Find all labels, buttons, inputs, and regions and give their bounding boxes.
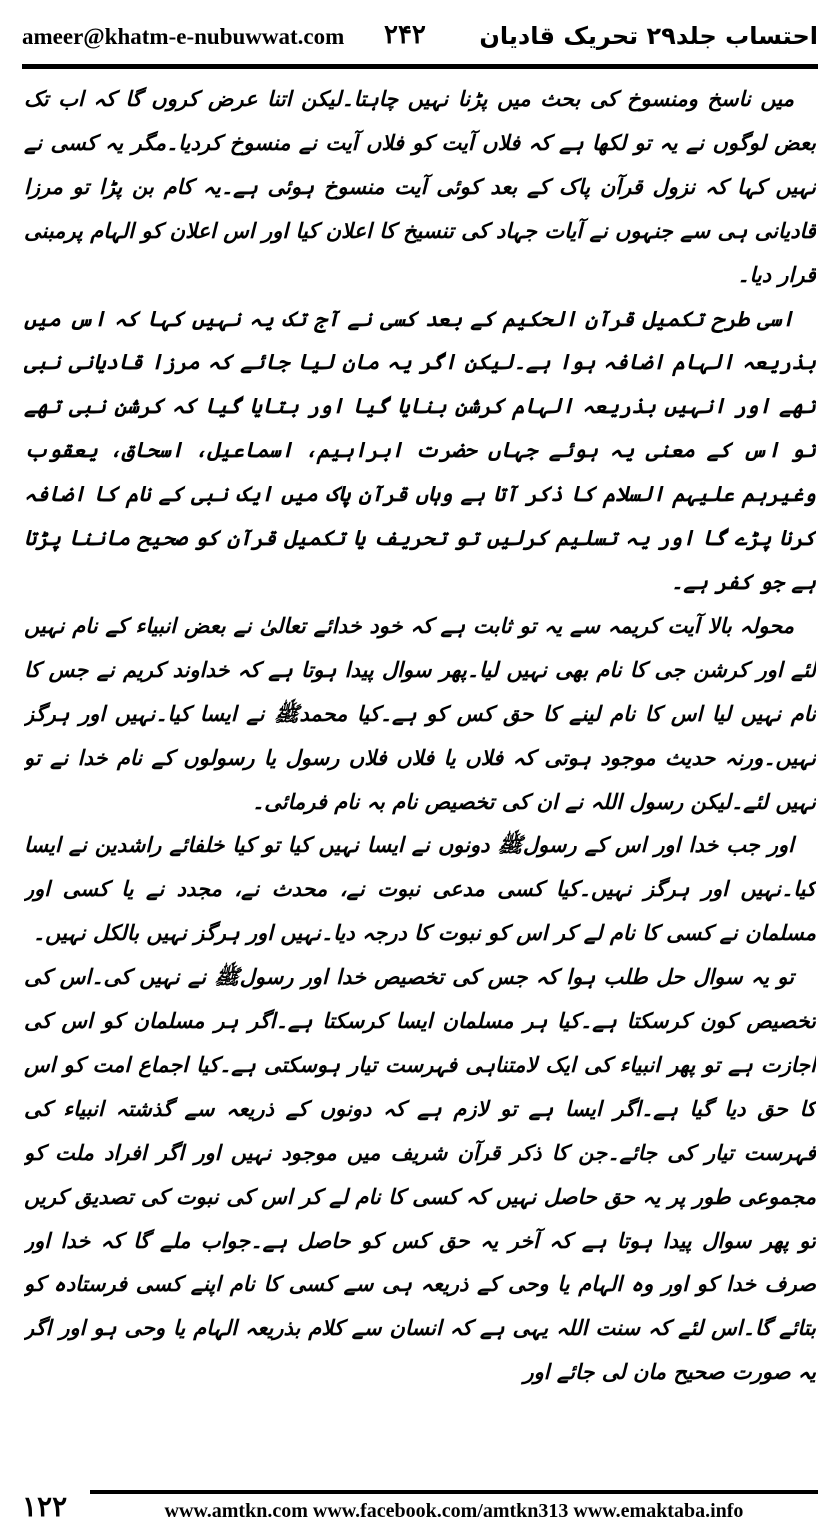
header-divider bbox=[22, 64, 818, 69]
page-footer bbox=[22, 1490, 818, 1530]
page-body bbox=[24, 78, 816, 1484]
paragraph-1: میں ناسخ ومنسوخ کی بحث میں پڑنا نہیں چاہتا۔لیکن اتنا عرض کروں گا کہ اب تک بعض لوگوں نے یہ تو لکھا ہے کہ فلاں آیت کو فلاں آیت نے منسوخ کردیا۔مگر یہ کسی نے نہیں کہا کہ نزول قرآن پاک کے بعد کوئی آیت منسوخ ہوئی ہے۔یہ کام بن پڑا تو مرزا قادیانی ہی سے جنہوں نے آیات جہاد کی تنسیخ کا اعلان کیا اور اس اعلان کو الہام پرمبنی قرار دیا۔ bbox=[24, 87, 816, 287]
footer-divider bbox=[90, 1490, 818, 1494]
paragraph-5: تو یہ سوال حل طلب ہوا کہ جس کی تخصیص خدا اور رسولﷺ نے نہیں کی۔اس کی تخصیص کون کرسکتا ہے۔کیا ہر مسلمان ایسا کرسکتا ہے۔اگر ہر مسلمان کو اس کی اجازت ہے تو پھر انبیاء کی ایک لامتناہی فہرست تیار ہوسکتی ہے۔کیا اجماع امت کو اس کا حق دیا گیا ہے۔اگر ایسا ہے تو لازم ہے کہ دونوں کے ذریعہ سے گذشتہ انبیاء کی فہرست تیار کی جائے۔جن کا ذکر قرآن شریف میں موجود نہیں اور اگر افراد ملت کو مجموعی طور پر یہ حق حاصل نہیں کہ کسی کا نام لے کر اس کی نبوت کی تصدیق کریں تو پھر سوال پیدا ہوتا ہے کہ آخر یہ حق کس کو حاصل ہے۔جواب ملے گا کہ خدا اور صرف خدا کو اور وہ الہام یا وحی کے ذریعہ ہی سے کسی کا نام اپنے کسی فرستادہ کو بتائے گا۔اس لئے کہ سنت اللہ یہی ہے کہ انسان سے کلام بذریعہ الہام یا وحی ہو اور اگر یہ صورت صحیح مان لی جائے اور bbox=[24, 965, 816, 1385]
header-page-number: ۲۴۲ bbox=[384, 20, 426, 50]
footer-page-number: ۱۲۲ bbox=[22, 1490, 68, 1523]
footer-website-links: www.amtkn.com www.facebook.com/amtkn313 www.emaktaba.info bbox=[164, 1500, 744, 1522]
header-book-title: احتساب جلد۲۹ تحریک قادیان bbox=[479, 22, 818, 50]
page-header bbox=[22, 12, 818, 64]
paragraph-2: اسی طرح تکمیل قرآن الحکیم کے بعد کسی نے آج تک یہ نہیں کہا کہ اس میں بذریعہ الہام اضافہ ہوا ہے۔لیکن اگر یہ مان لیا جائے کہ مرزا قادیانی نبی تھے اور انہیں بذریعہ الہام کرشن بنایا گیا اور بتایا گیا کہ کرشن نبی تھے تو اس کے معنی یہ ہوئے جہاں حضرت ابراہیم، اسماعیل، اسحاق، یعقوب وغیرہم علیہم السلام کا ذکر آتا ہے وہاں قرآن پاک میں ایک نبی کے نام کا اضافہ کرنا پڑے گا اور یہ تسلیم کرلیں تو تحریف یا تکمیل قرآن کو صحیح ماننا پڑتا ہے جو کفر ہے۔ bbox=[24, 306, 816, 594]
header-email: ameer@khatm-e-nubuwwat.com bbox=[22, 24, 345, 49]
paragraph-4: اور جب خدا اور اس کے رسولﷺ دونوں نے ایسا نہیں کیا تو کیا خلفائے راشدین نے ایسا کیا۔نہیں اور ہرگز نہیں۔کیا کسی مدعی نبوت نے، محدث نے، مجدد نے یا کسی اور مسلمان نے کسی کا نام لے کر اس کو نبوت کا درجہ دیا۔نہیں اور ہرگز نہیں بالکل نہیں۔ bbox=[24, 833, 816, 946]
paragraph-3: محولہ بالا آیت کریمہ سے یہ تو ثابت ہے کہ خود خدائے تعالیٰ نے بعض انبیاء کے نام نہیں لئے اور کرشن جی کا نام بھی نہیں لیا۔پھر سوال پیدا ہوتا ہے کہ خداوند کریم نے جس کا نام نہیں لیا اس کا نام لینے کا حق کس کو ہے۔کیا محمدﷺ نے ایسا کیا۔نہیں اور ہرگز نہیں۔ورنہ حدیث موجود ہوتی کہ فلاں یا فلاں فلاں رسول یا رسولوں کے نام خدا نے تو نہیں لئے۔لیکن رسول اللہ نے ان کی تخصیص نام بہ نام فرمائی۔ bbox=[24, 613, 816, 814]
